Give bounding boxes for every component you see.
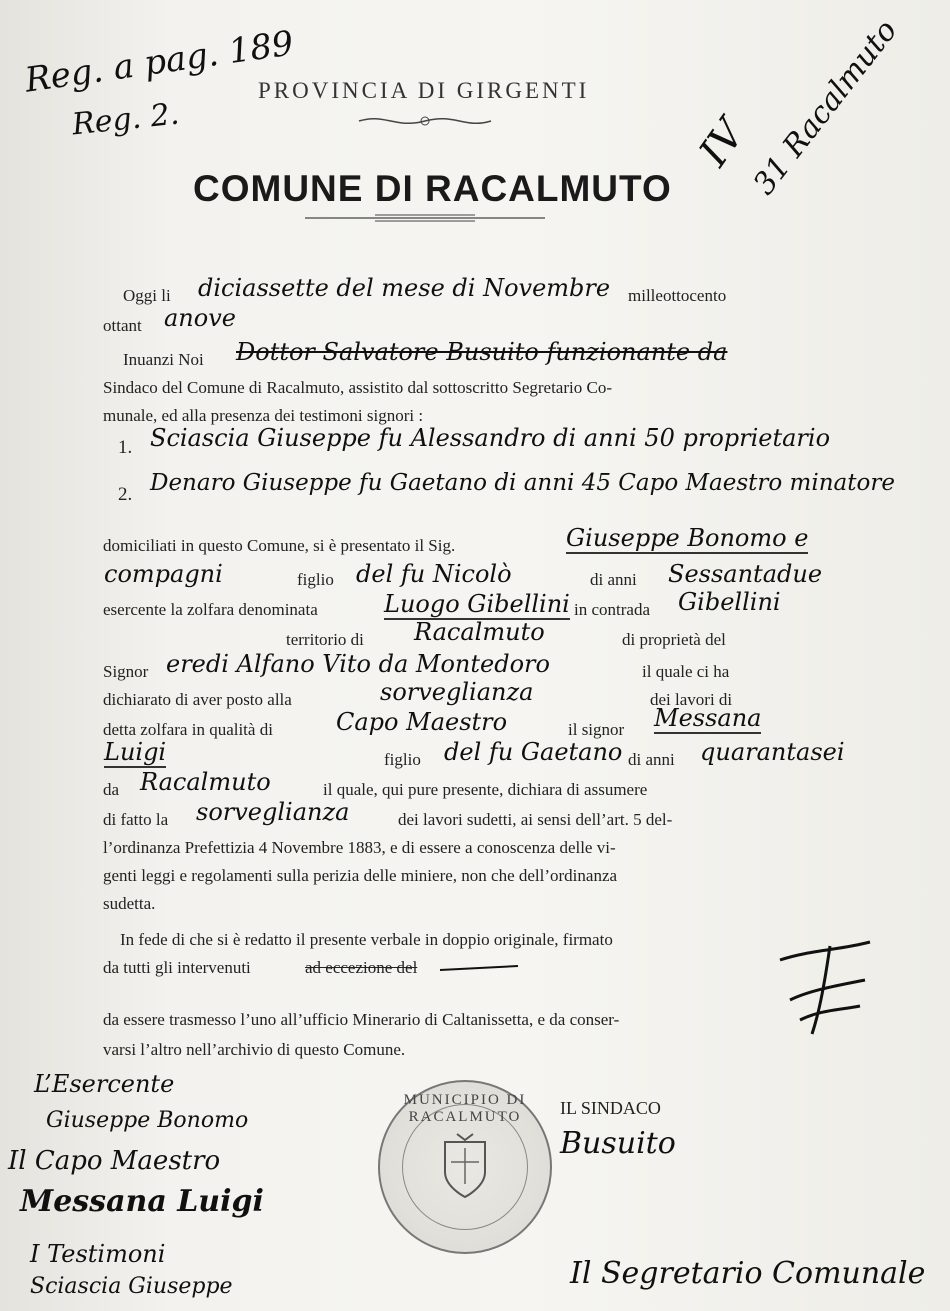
capo-signature: Messana Luigi [20, 1184, 264, 1219]
capo-label: Il Capo Maestro [8, 1146, 221, 1176]
margin-note-roman: IV [690, 111, 755, 175]
dichiarato-label: dichiarato di aver posto alla [103, 690, 292, 709]
archivio-line: varsi l’altro nell’archivio di questo Comune. [103, 1040, 406, 1059]
contrada-label: in contrada [574, 600, 650, 619]
contrada-name: Gibellini [678, 588, 781, 616]
foreman-firstname: Luigi [104, 738, 167, 766]
margin-note-reg: Reg. 2. [70, 96, 181, 143]
witness-2-number: 2. [118, 484, 133, 505]
proprieta-label: di proprietà del [622, 630, 726, 649]
witness-1-entry: Sciascia Giuseppe fu Alessandro di anni 50 proprietario [150, 424, 831, 452]
infede-line: In fede di che si è redatto il presente verbale in doppio originale, firmato [120, 930, 613, 949]
foreman-father: del fu Gaetano [444, 738, 623, 766]
eccezione-struck: ad eccezione del [305, 958, 418, 977]
dianni-label-2: di anni [628, 750, 675, 769]
owner-name: eredi Alfano Vito da Montedoro [166, 650, 550, 678]
difatto-label: di fatto la [103, 810, 169, 829]
role-surveillance: sorveglianza [380, 678, 534, 706]
sindaco-label: IL SINDACO [560, 1098, 661, 1118]
oggi-label: Oggi li [123, 286, 171, 305]
margin-note-comune: 31 Racalmuto [746, 13, 905, 202]
strike-line [440, 960, 520, 974]
datutti-line: da tutti gli intervenuti [103, 958, 251, 977]
esercente-label: L’Esercente [34, 1070, 175, 1098]
deilavori-label: dei lavori di [650, 690, 733, 709]
scribble-mark [770, 930, 880, 1040]
role-surveillance-2: sorveglianza [196, 798, 350, 826]
testimone-signature: Sciascia Giuseppe [30, 1274, 233, 1299]
ilquale-line: il quale, qui pure presente, dichiara di assumere [323, 780, 648, 799]
trasmesso-line: da essere trasmesso l’uno all’ufficio Minerario di Caltanissetta, e da conser- [103, 1010, 620, 1029]
da-label: da [103, 780, 120, 799]
munale-line: munale, ed alla presenza dei testimoni signori : [103, 406, 424, 425]
figlio-label-1: figlio [297, 570, 334, 589]
witness-1-number: 1. [118, 437, 133, 458]
figlio-label-2: figlio [384, 750, 421, 769]
segretario-signature: Il Segretario Comunale [570, 1256, 926, 1291]
dianni-label-1: di anni [590, 570, 637, 589]
signor-label: Signor [103, 662, 149, 681]
exhibitor-compagni: compagni [104, 560, 223, 588]
seal-text: MUNICIPIO DI RACALMUTO [403, 1092, 527, 1125]
territory-name: Racalmuto [414, 618, 545, 646]
sudetti-line: dei lavori sudetti, ai sensi dell’art. 5 del- [398, 810, 673, 829]
municipal-seal [378, 1080, 552, 1254]
sindaco-line: Sindaco del Comune di Racalmuto, assistito dal sottoscritto Segretario Co- [103, 378, 612, 397]
foreman-origin: Racalmuto [140, 768, 271, 796]
foreman-age: quarantasei [700, 738, 845, 766]
ilsignor-label: il signor [568, 720, 625, 739]
exhibitor-age: Sessantadue [668, 560, 823, 588]
territorio-label: territorio di [286, 630, 364, 649]
esercente-line: esercente la zolfara denominata [103, 600, 318, 619]
exhibitor-name: Giuseppe Bonomo e [566, 524, 809, 552]
qualifica: Capo Maestro [336, 708, 508, 736]
witness-2-entry: Denaro Giuseppe fu Gaetano di anni 45 Capo Maestro minatore [150, 470, 895, 496]
sindaco-signature: Busuito [560, 1126, 676, 1161]
domiciliati-line: domiciliati in questo Comune, si è presentato il Sig. [103, 536, 456, 555]
ornament-divider [355, 113, 495, 129]
date-day-month: diciassette del mese di Novembre [198, 274, 611, 302]
ottant-label: ottant [103, 316, 142, 335]
year-suffix: anove [164, 304, 236, 332]
official-name: Dottor Salvatore Busuito funzionante da [236, 338, 728, 366]
sudetta-line: sudetta. [103, 894, 156, 913]
exhibitor-father: del fu Nicolò [356, 560, 512, 588]
margin-note-reg-pag: Reg. a pag. 189 [22, 23, 296, 101]
foreman-surname: Messana [654, 704, 762, 732]
millesimo-label: milleottocento [628, 286, 727, 305]
testimoni-label: I Testimoni [30, 1240, 166, 1268]
crest-icon [435, 1132, 495, 1202]
detta-label: detta zolfara in qualità di [103, 720, 273, 739]
genti-line: genti leggi e regolamenti sulla perizia delle miniere, non che dell’ordinanza [103, 866, 618, 885]
ordinanza-line: l’ordinanza Prefettizia 4 Novembre 1883, e di essere a conoscenza delle vi- [103, 838, 616, 857]
mine-name: Luogo Gibellini [384, 590, 570, 618]
heading-rule [305, 212, 545, 224]
comune-heading: COMUNE DI RACALMUTO [193, 168, 672, 209]
innanzi-label: Inuanzi Noi [123, 350, 204, 369]
qualecihai-label: il quale ci ha [642, 662, 730, 681]
esercente-signature: Giuseppe Bonomo [46, 1108, 249, 1133]
province-heading: PROVINCIA DI GIRGENTI [258, 78, 590, 103]
